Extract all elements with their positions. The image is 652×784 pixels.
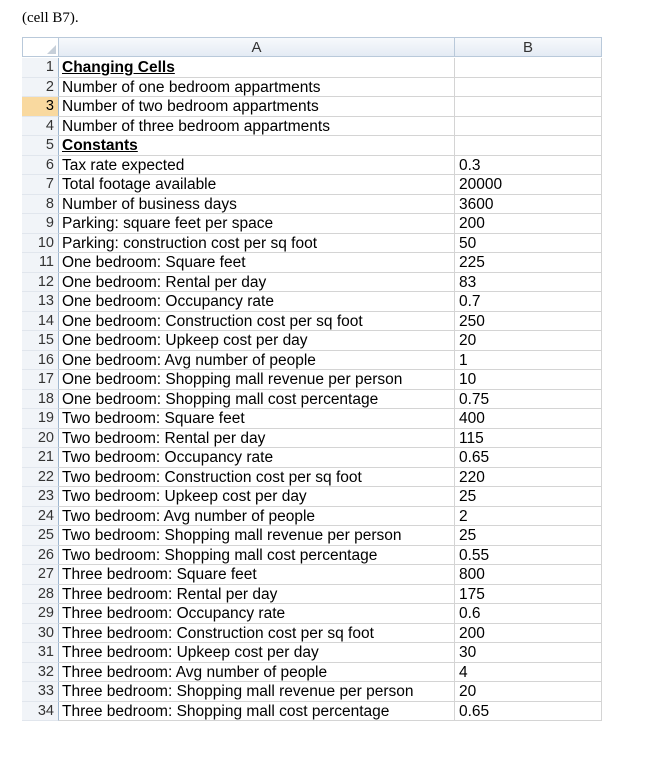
cell-a[interactable]: Number of one bedroom appartments (59, 78, 455, 98)
cell-b[interactable]: 4 (455, 663, 602, 683)
row-number[interactable]: 9 (22, 214, 59, 234)
cell-a[interactable]: One bedroom: Shopping mall revenue per person (59, 370, 455, 390)
cell-b[interactable]: 800 (455, 565, 602, 585)
table-row (22, 409, 602, 429)
cell-b[interactable]: 30 (455, 643, 602, 663)
cell-a[interactable]: Three bedroom: Construction cost per sq foot (59, 624, 455, 644)
sheet-rows (22, 58, 602, 721)
row-number[interactable]: 12 (22, 273, 59, 293)
row-number[interactable]: 11 (22, 253, 59, 273)
cell-a[interactable]: Three bedroom: Shopping mall cost percentage (59, 702, 455, 722)
cell-a[interactable]: Total footage available (59, 175, 455, 195)
cell-a[interactable]: Tax rate expected (59, 156, 455, 176)
table-row (22, 643, 602, 663)
row-number[interactable]: 5 (22, 136, 59, 156)
table-row (22, 78, 602, 98)
cell-b[interactable]: 25 (455, 487, 602, 507)
cell-b[interactable]: 20 (455, 682, 602, 702)
row-number[interactable]: 8 (22, 195, 59, 215)
table-row (22, 429, 602, 449)
cell-b[interactable]: 2 (455, 507, 602, 527)
cell-a[interactable]: Constants (59, 136, 455, 156)
cell-a[interactable]: Two bedroom: Occupancy rate (59, 448, 455, 468)
row-number[interactable]: 6 (22, 156, 59, 176)
cell-a[interactable]: Two bedroom: Shopping mall revenue per person (59, 526, 455, 546)
row-number[interactable]: 27 (22, 565, 59, 585)
cell-b[interactable] (455, 136, 602, 156)
row-number[interactable]: 3 (22, 97, 59, 117)
table-row (22, 156, 602, 176)
cell-a[interactable]: One bedroom: Upkeep cost per day (59, 331, 455, 351)
table-row (22, 273, 602, 293)
cell-a[interactable]: Changing Cells (59, 58, 455, 78)
cell-b[interactable]: 250 (455, 312, 602, 332)
row-number[interactable]: 28 (22, 585, 59, 605)
cell-b[interactable] (455, 78, 602, 98)
cell-a[interactable]: Three bedroom: Shopping mall revenue per person (59, 682, 455, 702)
row-number[interactable]: 13 (22, 292, 59, 312)
cell-b[interactable] (455, 58, 602, 78)
cell-b[interactable]: 200 (455, 624, 602, 644)
cell-b[interactable] (455, 97, 602, 117)
row-number[interactable]: 20 (22, 429, 59, 449)
row-number[interactable]: 10 (22, 234, 59, 254)
table-row (22, 604, 602, 624)
select-all-corner[interactable] (22, 37, 59, 57)
cell-a[interactable]: Two bedroom: Rental per day (59, 429, 455, 449)
row-number[interactable]: 34 (22, 702, 59, 722)
cell-b[interactable]: 3600 (455, 195, 602, 215)
cell-a[interactable]: Parking: square feet per space (59, 214, 455, 234)
table-row (22, 97, 602, 117)
table-row (22, 175, 602, 195)
cell-a[interactable]: Two bedroom: Construction cost per sq foot (59, 468, 455, 488)
row-number[interactable]: 18 (22, 390, 59, 410)
row-number[interactable]: 19 (22, 409, 59, 429)
cell-a[interactable]: Parking: construction cost per sq foot (59, 234, 455, 254)
row-number[interactable]: 14 (22, 312, 59, 332)
cell-a[interactable]: One bedroom: Square feet (59, 253, 455, 273)
table-row (22, 546, 602, 566)
cell-b[interactable]: 25 (455, 526, 602, 546)
table-row (22, 117, 602, 137)
cell-a[interactable]: Three bedroom: Square feet (59, 565, 455, 585)
row-number[interactable]: 21 (22, 448, 59, 468)
table-row (22, 702, 602, 722)
cell-b[interactable]: 400 (455, 409, 602, 429)
cell-a[interactable]: Number of three bedroom appartments (59, 117, 455, 137)
cell-b[interactable]: 50 (455, 234, 602, 254)
cell-a[interactable]: Three bedroom: Rental per day (59, 585, 455, 605)
table-row (22, 526, 602, 546)
row-number[interactable]: 7 (22, 175, 59, 195)
table-row (22, 565, 602, 585)
caption: (cell B7). (22, 10, 79, 26)
table-row (22, 448, 602, 468)
row-number[interactable]: 2 (22, 78, 59, 98)
row-number[interactable]: 32 (22, 663, 59, 683)
row-number[interactable]: 24 (22, 507, 59, 527)
row-number[interactable]: 26 (22, 546, 59, 566)
row-number[interactable]: 33 (22, 682, 59, 702)
cell-b[interactable]: 0.6 (455, 604, 602, 624)
cell-b[interactable]: 20 (455, 331, 602, 351)
cell-b[interactable]: 0.55 (455, 546, 602, 566)
cell-a[interactable]: One bedroom: Construction cost per sq foot (59, 312, 455, 332)
cell-a[interactable]: Number of business days (59, 195, 455, 215)
table-row (22, 390, 602, 410)
row-number[interactable]: 4 (22, 117, 59, 137)
row-number[interactable]: 30 (22, 624, 59, 644)
table-row (22, 195, 602, 215)
cell-b[interactable]: 0.3 (455, 156, 602, 176)
cell-a[interactable]: Three bedroom: Upkeep cost per day (59, 643, 455, 663)
table-row (22, 234, 602, 254)
row-number[interactable]: 16 (22, 351, 59, 371)
table-row (22, 507, 602, 527)
cell-a[interactable]: Three bedroom: Occupancy rate (59, 604, 455, 624)
cell-b[interactable]: 83 (455, 273, 602, 293)
table-row (22, 253, 602, 273)
table-row (22, 487, 602, 507)
spreadsheet (22, 37, 602, 721)
cell-b[interactable]: 10 (455, 370, 602, 390)
cell-a[interactable]: One bedroom: Avg number of people (59, 351, 455, 371)
row-number[interactable]: 25 (22, 526, 59, 546)
row-number[interactable]: 31 (22, 643, 59, 663)
table-row (22, 663, 602, 683)
cell-a[interactable]: Two bedroom: Avg number of people (59, 507, 455, 527)
cell-b[interactable]: 20000 (455, 175, 602, 195)
cell-a[interactable]: Two bedroom: Upkeep cost per day (59, 487, 455, 507)
cell-b[interactable]: 0.7 (455, 292, 602, 312)
row-number[interactable]: 29 (22, 604, 59, 624)
row-number[interactable]: 23 (22, 487, 59, 507)
column-header-a[interactable]: A (59, 37, 455, 57)
table-row (22, 585, 602, 605)
table-row (22, 468, 602, 488)
cell-b[interactable]: 0.75 (455, 390, 602, 410)
column-header-row (22, 37, 602, 58)
table-row (22, 312, 602, 332)
cell-b[interactable]: 0.65 (455, 448, 602, 468)
cell-a[interactable]: One bedroom: Shopping mall cost percentage (59, 390, 455, 410)
cell-a[interactable]: Number of two bedroom appartments (59, 97, 455, 117)
cell-b[interactable]: 115 (455, 429, 602, 449)
row-number[interactable]: 1 (22, 58, 59, 78)
cell-b[interactable]: 0.65 (455, 702, 602, 722)
table-row (22, 682, 602, 702)
table-row (22, 136, 602, 156)
cell-b[interactable]: 225 (455, 253, 602, 273)
cell-a[interactable]: One bedroom: Rental per day (59, 273, 455, 293)
row-number[interactable]: 22 (22, 468, 59, 488)
table-row (22, 624, 602, 644)
row-number[interactable]: 17 (22, 370, 59, 390)
row-number[interactable]: 15 (22, 331, 59, 351)
cell-a[interactable]: Two bedroom: Shopping mall cost percentage (59, 546, 455, 566)
table-row (22, 214, 602, 234)
cell-b[interactable]: 220 (455, 468, 602, 488)
table-row (22, 351, 602, 371)
cell-b[interactable]: 175 (455, 585, 602, 605)
table-row (22, 292, 602, 312)
cell-b[interactable] (455, 117, 602, 137)
cell-a[interactable]: One bedroom: Occupancy rate (59, 292, 455, 312)
cell-b[interactable]: 1 (455, 351, 602, 371)
cell-b[interactable]: 200 (455, 214, 602, 234)
column-header-b[interactable]: B (455, 37, 602, 57)
cell-a[interactable]: Two bedroom: Square feet (59, 409, 455, 429)
table-row (22, 58, 602, 78)
table-row (22, 370, 602, 390)
cell-a[interactable]: Three bedroom: Avg number of people (59, 663, 455, 683)
table-row (22, 331, 602, 351)
